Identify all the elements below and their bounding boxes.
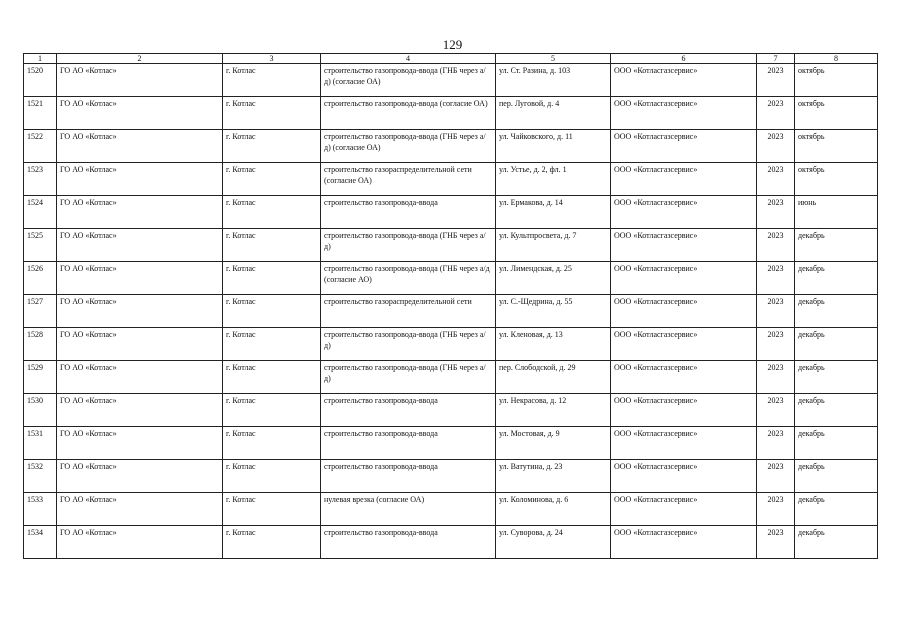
cell-contractor: ООО «Котласгазсервис»: [611, 295, 757, 328]
cell-work-description: строительство газопровода-ввода: [321, 526, 496, 559]
table-row: [24, 229, 878, 262]
cell-month: декабрь: [795, 493, 878, 526]
cell-month: октябрь: [795, 97, 878, 130]
cell-work-description: строительство газопровода-ввода (ГНБ через а/д) (согласие ОА): [321, 130, 496, 163]
cell-locality: г. Котлас: [223, 460, 321, 493]
cell-year: 2023: [757, 328, 795, 361]
cell-locality: г. Котлас: [223, 196, 321, 229]
cell-record-number: 1520: [24, 64, 57, 97]
cell-contractor: ООО «Котласгазсервис»: [611, 262, 757, 295]
cell-locality: г. Котлас: [223, 163, 321, 196]
cell-record-number: 1524: [24, 196, 57, 229]
cell-contractor: ООО «Котласгазсервис»: [611, 394, 757, 427]
cell-year: 2023: [757, 262, 795, 295]
cell-address: пер. Луговой, д. 4: [496, 97, 611, 130]
cell-municipality: ГО АО «Котлас»: [57, 361, 223, 394]
cell-address: ул. Суворова, д. 24: [496, 526, 611, 559]
cell-work-description: нулевая врезка (согласие ОА): [321, 493, 496, 526]
cell-municipality: ГО АО «Котлас»: [57, 460, 223, 493]
column-number-header: 5: [496, 54, 611, 64]
cell-locality: г. Котлас: [223, 64, 321, 97]
cell-contractor: ООО «Котласгазсервис»: [611, 196, 757, 229]
cell-record-number: 1523: [24, 163, 57, 196]
cell-year: 2023: [757, 229, 795, 262]
cell-locality: г. Котлас: [223, 295, 321, 328]
cell-municipality: ГО АО «Котлас»: [57, 163, 223, 196]
cell-municipality: ГО АО «Котлас»: [57, 130, 223, 163]
cell-work-description: строительство газораспределительной сети: [321, 295, 496, 328]
cell-address: ул. Кленовая, д. 13: [496, 328, 611, 361]
cell-month: декабрь: [795, 394, 878, 427]
cell-month: декабрь: [795, 328, 878, 361]
cell-address: пер. Слободской, д. 29: [496, 361, 611, 394]
cell-record-number: 1529: [24, 361, 57, 394]
cell-contractor: ООО «Котласгазсервис»: [611, 328, 757, 361]
cell-contractor: ООО «Котласгазсервис»: [611, 460, 757, 493]
cell-contractor: ООО «Котласгазсервис»: [611, 361, 757, 394]
cell-record-number: 1525: [24, 229, 57, 262]
cell-record-number: 1534: [24, 526, 57, 559]
cell-month: декабрь: [795, 526, 878, 559]
cell-month: октябрь: [795, 64, 878, 97]
cell-address: ул. Чайковского, д. 11: [496, 130, 611, 163]
column-number-header: 6: [611, 54, 757, 64]
column-number-row: [24, 54, 878, 64]
cell-contractor: ООО «Котласгазсервис»: [611, 229, 757, 262]
cell-municipality: ГО АО «Котлас»: [57, 328, 223, 361]
cell-address: ул. Ватутина, д. 23: [496, 460, 611, 493]
cell-work-description: строительство газопровода-ввода (согласие ОА): [321, 97, 496, 130]
cell-locality: г. Котлас: [223, 130, 321, 163]
cell-month: октябрь: [795, 130, 878, 163]
cell-year: 2023: [757, 130, 795, 163]
cell-record-number: 1532: [24, 460, 57, 493]
cell-year: 2023: [757, 295, 795, 328]
cell-contractor: ООО «Котласгазсервис»: [611, 163, 757, 196]
table-row: [24, 493, 878, 526]
cell-municipality: ГО АО «Котлас»: [57, 97, 223, 130]
cell-year: 2023: [757, 427, 795, 460]
cell-month: декабрь: [795, 361, 878, 394]
cell-contractor: ООО «Котласгазсервис»: [611, 97, 757, 130]
cell-locality: г. Котлас: [223, 526, 321, 559]
table-row: [24, 427, 878, 460]
column-number-header: 3: [223, 54, 321, 64]
cell-locality: г. Котлас: [223, 493, 321, 526]
cell-municipality: ГО АО «Котлас»: [57, 262, 223, 295]
page-number: 129: [442, 37, 463, 52]
cell-locality: г. Котлас: [223, 328, 321, 361]
table-row: [24, 394, 878, 427]
table-row: [24, 64, 878, 97]
cell-work-description: строительство газопровода-ввода: [321, 394, 496, 427]
cell-record-number: 1526: [24, 262, 57, 295]
cell-municipality: ГО АО «Котлас»: [57, 64, 223, 97]
cell-work-description: строительство газораспределительной сети (согласие ОА): [321, 163, 496, 196]
cell-work-description: строительство газопровода-ввода: [321, 427, 496, 460]
table-body: [24, 64, 878, 559]
cell-record-number: 1527: [24, 295, 57, 328]
cell-address: ул. Некрасова, д. 12: [496, 394, 611, 427]
cell-address: ул. Устье, д. 2, фл. 1: [496, 163, 611, 196]
cell-year: 2023: [757, 64, 795, 97]
cell-contractor: ООО «Котласгазсервис»: [611, 427, 757, 460]
cell-work-description: строительство газопровода-ввода (ГНБ через а/д): [321, 328, 496, 361]
cell-municipality: ГО АО «Котлас»: [57, 394, 223, 427]
cell-work-description: строительство газопровода-ввода: [321, 196, 496, 229]
table-row: [24, 460, 878, 493]
cell-address: ул. Культпросвета, д. 7: [496, 229, 611, 262]
cell-work-description: строительство газопровода-ввода (ГНБ через а/д): [321, 361, 496, 394]
cell-record-number: 1531: [24, 427, 57, 460]
cell-record-number: 1528: [24, 328, 57, 361]
cell-contractor: ООО «Котласгазсервис»: [611, 64, 757, 97]
column-number-header: 8: [795, 54, 878, 64]
cell-record-number: 1530: [24, 394, 57, 427]
cell-month: декабрь: [795, 229, 878, 262]
column-number-header: 1: [24, 54, 57, 64]
cell-municipality: ГО АО «Котлас»: [57, 427, 223, 460]
cell-month: декабрь: [795, 427, 878, 460]
cell-month: октябрь: [795, 163, 878, 196]
cell-locality: г. Котлас: [223, 361, 321, 394]
cell-year: 2023: [757, 493, 795, 526]
cell-address: ул. Лимендская, д. 25: [496, 262, 611, 295]
cell-address: ул. Ермакова, д. 14: [496, 196, 611, 229]
cell-work-description: строительство газопровода-ввода (ГНБ через а/д) (согласие ОА): [321, 64, 496, 97]
cell-work-description: строительство газопровода-ввода (ГНБ через а/д): [321, 229, 496, 262]
table-row: [24, 262, 878, 295]
cell-address: ул. Коломинова, д. 6: [496, 493, 611, 526]
cell-address: ул. Ст. Разина, д. 103: [496, 64, 611, 97]
cell-work-description: строительство газопровода-ввода: [321, 460, 496, 493]
cell-year: 2023: [757, 526, 795, 559]
table-row: [24, 97, 878, 130]
table-row: [24, 130, 878, 163]
cell-municipality: ГО АО «Котлас»: [57, 526, 223, 559]
table-row: [24, 361, 878, 394]
cell-contractor: ООО «Котласгазсервис»: [611, 493, 757, 526]
cell-municipality: ГО АО «Котлас»: [57, 493, 223, 526]
table-row: [24, 526, 878, 559]
cell-month: июнь: [795, 196, 878, 229]
cell-month: декабрь: [795, 460, 878, 493]
table-row: [24, 196, 878, 229]
registry-table: [23, 53, 878, 559]
cell-year: 2023: [757, 97, 795, 130]
cell-record-number: 1521: [24, 97, 57, 130]
cell-record-number: 1533: [24, 493, 57, 526]
column-number-header: 4: [321, 54, 496, 64]
cell-year: 2023: [757, 361, 795, 394]
cell-record-number: 1522: [24, 130, 57, 163]
cell-work-description: строительство газопровода-ввода (ГНБ через а/д (согласие АО): [321, 262, 496, 295]
cell-contractor: ООО «Котласгазсервис»: [611, 130, 757, 163]
cell-locality: г. Котлас: [223, 97, 321, 130]
table-row: [24, 163, 878, 196]
cell-month: декабрь: [795, 262, 878, 295]
column-number-header: 7: [757, 54, 795, 64]
cell-locality: г. Котлас: [223, 229, 321, 262]
cell-year: 2023: [757, 460, 795, 493]
cell-municipality: ГО АО «Котлас»: [57, 196, 223, 229]
cell-year: 2023: [757, 196, 795, 229]
table-row: [24, 328, 878, 361]
cell-locality: г. Котлас: [223, 262, 321, 295]
cell-year: 2023: [757, 163, 795, 196]
cell-municipality: ГО АО «Котлас»: [57, 295, 223, 328]
table-row: [24, 295, 878, 328]
cell-contractor: ООО «Котласгазсервис»: [611, 526, 757, 559]
cell-year: 2023: [757, 394, 795, 427]
column-number-header: 2: [57, 54, 223, 64]
cell-municipality: ГО АО «Котлас»: [57, 229, 223, 262]
cell-address: ул. Мостовая, д. 9: [496, 427, 611, 460]
cell-month: декабрь: [795, 295, 878, 328]
cell-locality: г. Котлас: [223, 394, 321, 427]
cell-locality: г. Котлас: [223, 427, 321, 460]
cell-address: ул. С.-Щедрина, д. 55: [496, 295, 611, 328]
